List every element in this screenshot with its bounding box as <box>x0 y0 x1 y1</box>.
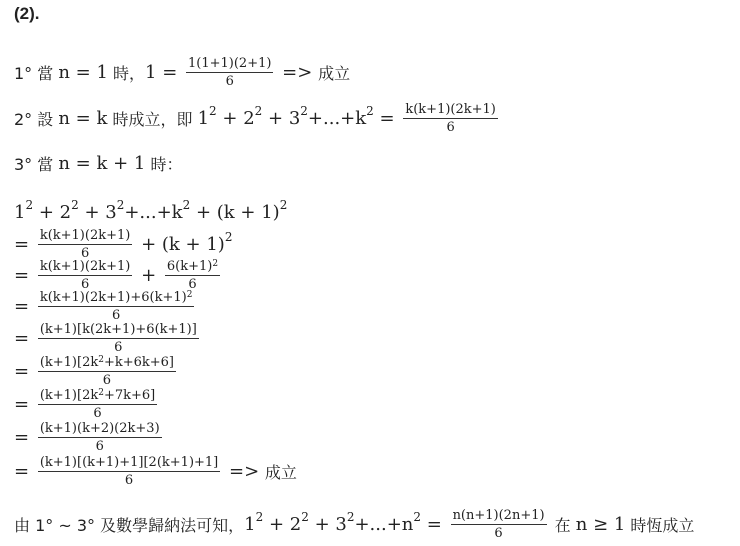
fraction-numerator <box>186 56 273 73</box>
math-expression: = <box>14 295 35 317</box>
math-text: 6(k+1) <box>166 258 213 274</box>
eq-line-7 <box>14 420 165 454</box>
fraction-numerator <box>38 455 220 472</box>
text: 時： <box>145 154 183 174</box>
eq-line-5 <box>14 354 179 388</box>
text: 成立 <box>264 462 297 482</box>
math-text: 6 <box>124 472 134 488</box>
superscript: 2 <box>25 198 34 212</box>
eq-line-6 <box>14 387 160 421</box>
text: 1° 當 <box>14 63 59 83</box>
math-expression: + 3 <box>308 513 347 535</box>
math-text: 6 <box>494 525 503 541</box>
superscript: 2 <box>413 510 422 524</box>
superscript: 2 <box>212 258 219 269</box>
step-3 <box>14 146 182 180</box>
fraction <box>403 102 498 135</box>
math-expression: = <box>421 513 448 535</box>
superscript: 2 <box>224 230 233 244</box>
text: 時成立，即 <box>107 109 198 129</box>
fraction <box>451 508 547 541</box>
math-text: (k+1)[(k+1)+1][2(k+1)+1] <box>39 454 219 470</box>
fraction-denominator <box>114 339 122 355</box>
fraction-denominator <box>125 472 133 488</box>
fraction-denominator <box>494 525 502 541</box>
math-expression: 1 <box>14 201 26 223</box>
math-text: 6 <box>80 245 90 261</box>
superscript: 2 <box>116 198 125 212</box>
sum-line <box>14 195 287 229</box>
math-text: 1(1+1)(2+1) <box>188 55 272 71</box>
fraction <box>38 455 220 488</box>
math-expression: + (k + 1) <box>135 233 225 255</box>
math-expression: = <box>14 264 35 286</box>
fraction <box>38 388 157 421</box>
math-expression: 1 <box>197 107 210 129</box>
fraction-numerator <box>38 388 157 405</box>
superscript: 2 <box>366 104 374 118</box>
math-text: 6 <box>80 276 90 292</box>
fraction-numerator <box>451 508 547 525</box>
math-text: (k+1)[k(2k+1)+6(k+1)] <box>39 321 197 337</box>
text: 時恆成立 <box>625 515 695 535</box>
text: 時， <box>107 63 146 83</box>
math-text: +7k+6] <box>103 387 156 403</box>
math-expression: n = k <box>58 107 108 129</box>
superscript: 2 <box>346 510 355 524</box>
fraction <box>38 290 195 323</box>
superscript: 2 <box>254 104 263 118</box>
fraction-numerator <box>403 102 498 119</box>
step-2 <box>14 101 501 135</box>
math-text: 6 <box>95 438 104 454</box>
math-expression: +...+k <box>124 201 183 223</box>
text: 3° 當 <box>14 154 59 174</box>
fraction-denominator <box>103 372 111 388</box>
math-expression: = <box>14 360 35 382</box>
math-text: 6 <box>114 339 123 355</box>
math-expression: 1 = <box>145 61 184 83</box>
eq-line-3 <box>14 289 197 323</box>
superscript: 2 <box>300 104 308 118</box>
math-text: 6 <box>225 73 234 89</box>
superscript: 2 <box>71 198 79 212</box>
math-expression: + 2 <box>216 107 255 129</box>
math-text: k(k+1)(2k+1) <box>39 258 131 274</box>
math-expression: = <box>14 233 35 255</box>
math-expression: + <box>135 264 162 286</box>
fraction-numerator <box>165 259 220 276</box>
superscript: 2 <box>255 510 264 524</box>
fraction-denominator <box>226 73 234 89</box>
math-text: (k+1)[2k <box>39 354 99 370</box>
math-text: 6 <box>446 119 455 135</box>
math-text: k(k+1)(2k+1)+6(k+1) <box>39 289 187 305</box>
math-expression: + 3 <box>262 107 301 129</box>
fraction <box>38 355 176 388</box>
math-expression: = <box>14 327 35 349</box>
math-expression: + 3 <box>78 201 117 223</box>
conclusion <box>14 507 694 541</box>
superscript: 2 <box>301 510 309 524</box>
fraction-denominator <box>93 405 101 421</box>
math-expression: => <box>223 460 265 482</box>
math-expression: +...+n <box>354 513 414 535</box>
math-text: k(k+1)(2k+1) <box>39 227 131 243</box>
eq-line-4 <box>14 321 202 355</box>
section-title: (2). <box>14 4 40 23</box>
math-expression: = <box>373 107 401 129</box>
math-expression: 1 <box>244 513 256 535</box>
fraction <box>38 259 133 292</box>
math-text: +k+6k+6] <box>103 354 174 370</box>
fraction <box>186 56 273 89</box>
math-expression: => <box>276 61 319 83</box>
fraction-numerator <box>38 228 133 245</box>
fraction <box>38 228 133 261</box>
math-expression: + 2 <box>263 513 302 535</box>
fraction-numerator <box>38 290 195 307</box>
text: 成立 <box>318 63 351 83</box>
eq-line-1 <box>14 227 232 261</box>
step-1 <box>14 55 350 89</box>
fraction-numerator <box>38 421 162 438</box>
fraction-numerator <box>38 355 176 372</box>
math-expression: = <box>14 460 35 482</box>
math-text: n(n+1)(2n+1) <box>452 507 545 523</box>
math-text: (k+1)[2k <box>39 387 99 403</box>
fraction-numerator <box>38 322 199 339</box>
math-expression: = <box>14 393 35 415</box>
math-text: 6 <box>93 405 102 421</box>
fraction <box>165 259 220 292</box>
fraction <box>38 421 162 454</box>
math-text: 6 <box>188 276 197 292</box>
eq-line-8 <box>14 454 297 488</box>
fraction-denominator <box>96 438 104 454</box>
superscript: 2 <box>98 354 104 365</box>
text: 2° 設 <box>14 109 59 129</box>
superscript: 2 <box>186 289 193 300</box>
math-expression: n = 1 <box>58 61 108 83</box>
superscript: 2 <box>209 104 217 118</box>
eq-line-2 <box>14 258 223 292</box>
superscript: 2 <box>98 387 104 398</box>
text: 在 <box>549 515 576 535</box>
math-expression: + (k + 1) <box>190 201 280 223</box>
fraction-numerator <box>38 259 133 276</box>
superscript: 2 <box>182 198 191 212</box>
math-expression: n = k + 1 <box>58 152 146 174</box>
math-expression: n ≥ 1 <box>575 513 626 535</box>
fraction <box>38 322 199 355</box>
math-text: (k+1)(k+2)(2k+3) <box>39 420 160 436</box>
math-expression: = <box>14 426 35 448</box>
superscript: 2 <box>279 198 288 212</box>
math-expression: +...+k <box>307 107 367 129</box>
fraction-denominator <box>446 119 454 135</box>
math-text: 6 <box>102 372 112 388</box>
math-expression: + 2 <box>33 201 72 223</box>
math-text: k(k+1)(2k+1) <box>405 101 496 117</box>
math-text: 6 <box>111 307 121 323</box>
text: 由 1° ~ 3° 及數學歸納法可知， <box>14 515 245 535</box>
